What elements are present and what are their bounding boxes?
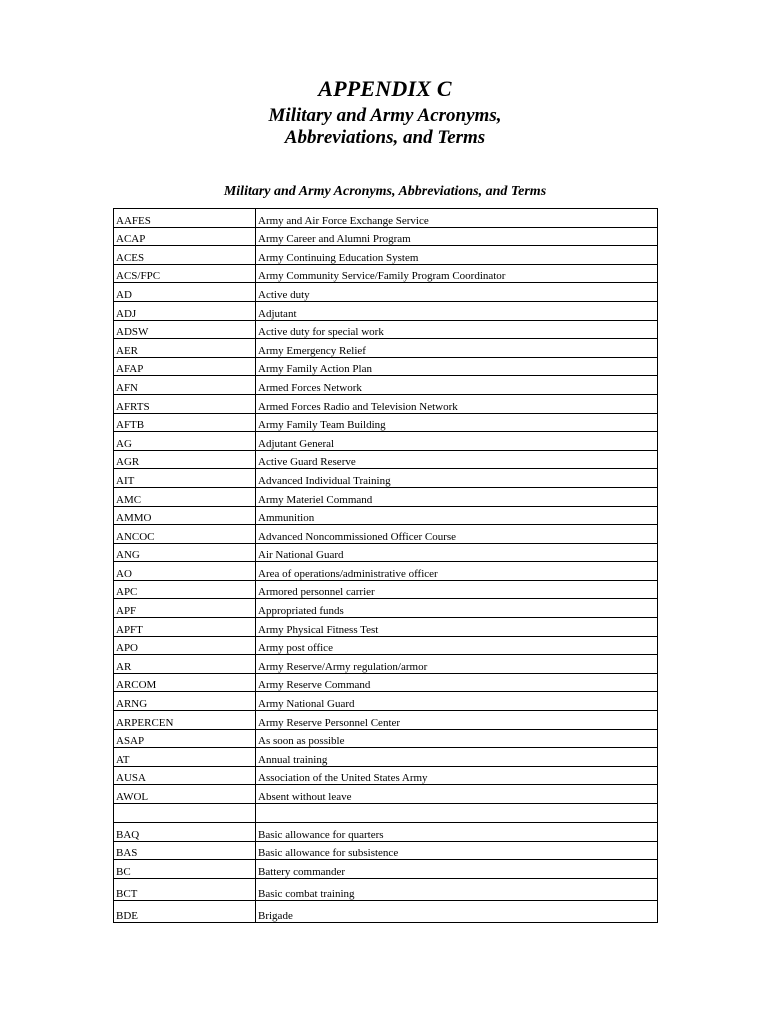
acronym-cell: AFN xyxy=(114,376,256,395)
meaning-cell: Army National Guard xyxy=(256,692,658,711)
meaning-cell: Army Family Action Plan xyxy=(256,357,658,376)
meaning-cell: Army Career and Alumni Program xyxy=(256,227,658,246)
acronym-cell: AIT xyxy=(114,469,256,488)
acronym-cell: AT xyxy=(114,748,256,767)
table-row xyxy=(114,729,658,748)
acronym-cell: BDE xyxy=(114,900,256,922)
table-row xyxy=(114,264,658,283)
acronym-cell: AFTB xyxy=(114,413,256,432)
table-row xyxy=(114,580,658,599)
table-row xyxy=(114,469,658,488)
meaning-cell: Adjutant xyxy=(256,301,658,320)
table-row xyxy=(114,860,658,879)
table-row xyxy=(114,283,658,302)
acronym-cell: BAS xyxy=(114,841,256,860)
appendix-title: APPENDIX C xyxy=(318,76,452,101)
meaning-cell: Army Family Team Building xyxy=(256,413,658,432)
table-row xyxy=(114,339,658,358)
table-row xyxy=(114,636,658,655)
table-row xyxy=(114,209,658,228)
acronym-cell: APF xyxy=(114,599,256,618)
acronym-cell: AGR xyxy=(114,450,256,469)
acronym-cell: ADSW xyxy=(114,320,256,339)
table-row xyxy=(114,766,658,785)
meaning-cell: Absent without leave xyxy=(256,785,658,804)
meaning-cell: Active Guard Reserve xyxy=(256,450,658,469)
meaning-cell: Appropriated funds xyxy=(256,599,658,618)
meaning-cell: Armed Forces Network xyxy=(256,376,658,395)
meaning-cell: Basic allowance for subsistence xyxy=(256,841,658,860)
meaning-cell: Basic combat training xyxy=(256,878,658,900)
acronym-cell: ARNG xyxy=(114,692,256,711)
meaning-cell: Basic allowance for quarters xyxy=(256,823,658,842)
meaning-cell: Air National Guard xyxy=(256,543,658,562)
meaning-cell: Battery commander xyxy=(256,860,658,879)
meaning-cell: Armored personnel carrier xyxy=(256,580,658,599)
meaning-cell: Ammunition xyxy=(256,506,658,525)
acronym-cell: BAQ xyxy=(114,823,256,842)
acronym-cell: AD xyxy=(114,283,256,302)
acronym-cell: AR xyxy=(114,655,256,674)
table-row xyxy=(114,394,658,413)
table-row xyxy=(114,599,658,618)
table-row xyxy=(114,692,658,711)
meaning-cell: Advanced Individual Training xyxy=(256,469,658,488)
acronym-cell: AAFES xyxy=(114,209,256,228)
meaning-cell: Army Reserve/Army regulation/armor xyxy=(256,655,658,674)
table-row xyxy=(114,655,658,674)
acronym-cell xyxy=(114,804,256,823)
table-row xyxy=(114,320,658,339)
acronym-cell: ASAP xyxy=(114,729,256,748)
table-row xyxy=(114,823,658,842)
table-row xyxy=(114,543,658,562)
acronym-cell: ACS/FPC xyxy=(114,264,256,283)
table-row xyxy=(114,376,658,395)
table-row xyxy=(114,301,658,320)
acronym-cell: BC xyxy=(114,860,256,879)
acronym-cell: AO xyxy=(114,562,256,581)
acronym-cell: AFRTS xyxy=(114,394,256,413)
meaning-cell: Army Materiel Command xyxy=(256,487,658,506)
table-row xyxy=(114,841,658,860)
meaning-cell: Annual training xyxy=(256,748,658,767)
meaning-cell: Army Reserve Command xyxy=(256,673,658,692)
table-row xyxy=(114,900,658,922)
table-row xyxy=(114,413,658,432)
table-row xyxy=(114,432,658,451)
meaning-cell: Armed Forces Radio and Television Network xyxy=(256,394,658,413)
meaning-cell: Active duty xyxy=(256,283,658,302)
meaning-cell: Brigade xyxy=(256,900,658,922)
acronym-cell: BCT xyxy=(114,878,256,900)
acronym-cell: ARCOM xyxy=(114,673,256,692)
meaning-cell: Army and Air Force Exchange Service xyxy=(256,209,658,228)
meaning-cell: Active duty for special work xyxy=(256,320,658,339)
table-row xyxy=(114,227,658,246)
acronym-cell: ANCOC xyxy=(114,525,256,544)
acronym-cell: ACAP xyxy=(114,227,256,246)
subtitle-line-1: Military and Army Acronyms, xyxy=(268,105,502,126)
meaning-cell: Army Reserve Personnel Center xyxy=(256,711,658,730)
table-row xyxy=(114,562,658,581)
meaning-cell: Association of the United States Army xyxy=(256,766,658,785)
table-row xyxy=(114,878,658,900)
meaning-cell: As soon as possible xyxy=(256,729,658,748)
acronym-cell: AMC xyxy=(114,487,256,506)
table-caption: Military and Army Acronyms, Abbreviations, and Terms xyxy=(223,184,547,199)
meaning-cell: Army Emergency Relief xyxy=(256,339,658,358)
table-row xyxy=(114,785,658,804)
table-row xyxy=(114,246,658,265)
table-row xyxy=(114,711,658,730)
acronym-cell: AUSA xyxy=(114,766,256,785)
acronym-cell: AFAP xyxy=(114,357,256,376)
table-row xyxy=(114,804,658,823)
meaning-cell xyxy=(256,804,658,823)
table-row xyxy=(114,450,658,469)
meaning-cell: Army Continuing Education System xyxy=(256,246,658,265)
acronym-cell: APO xyxy=(114,636,256,655)
table-row xyxy=(114,748,658,767)
subtitle-line-2: Abbreviations, and Terms xyxy=(284,127,486,148)
meaning-cell: Army post office xyxy=(256,636,658,655)
meaning-cell: Adjutant General xyxy=(256,432,658,451)
meaning-cell: Army Physical Fitness Test xyxy=(256,618,658,637)
acronym-cell: APFT xyxy=(114,618,256,637)
acronym-cell: AWOL xyxy=(114,785,256,804)
meaning-cell: Army Community Service/Family Program Coordinator xyxy=(256,264,658,283)
table-row xyxy=(114,525,658,544)
acronym-cell: ACES xyxy=(114,246,256,265)
table-row xyxy=(114,506,658,525)
acronym-cell: AMMO xyxy=(114,506,256,525)
meaning-cell: Advanced Noncommissioned Officer Course xyxy=(256,525,658,544)
acronym-cell: ARPERCEN xyxy=(114,711,256,730)
acronym-cell: ADJ xyxy=(114,301,256,320)
table-row xyxy=(114,357,658,376)
acronym-cell: ANG xyxy=(114,543,256,562)
acronym-table xyxy=(113,208,658,923)
meaning-cell: Area of operations/administrative officer xyxy=(256,562,658,581)
acronym-cell: AG xyxy=(114,432,256,451)
table-row xyxy=(114,673,658,692)
acronym-cell: AER xyxy=(114,339,256,358)
acronym-cell: APC xyxy=(114,580,256,599)
acronym-table-body xyxy=(114,209,658,923)
table-row xyxy=(114,487,658,506)
table-row xyxy=(114,618,658,637)
